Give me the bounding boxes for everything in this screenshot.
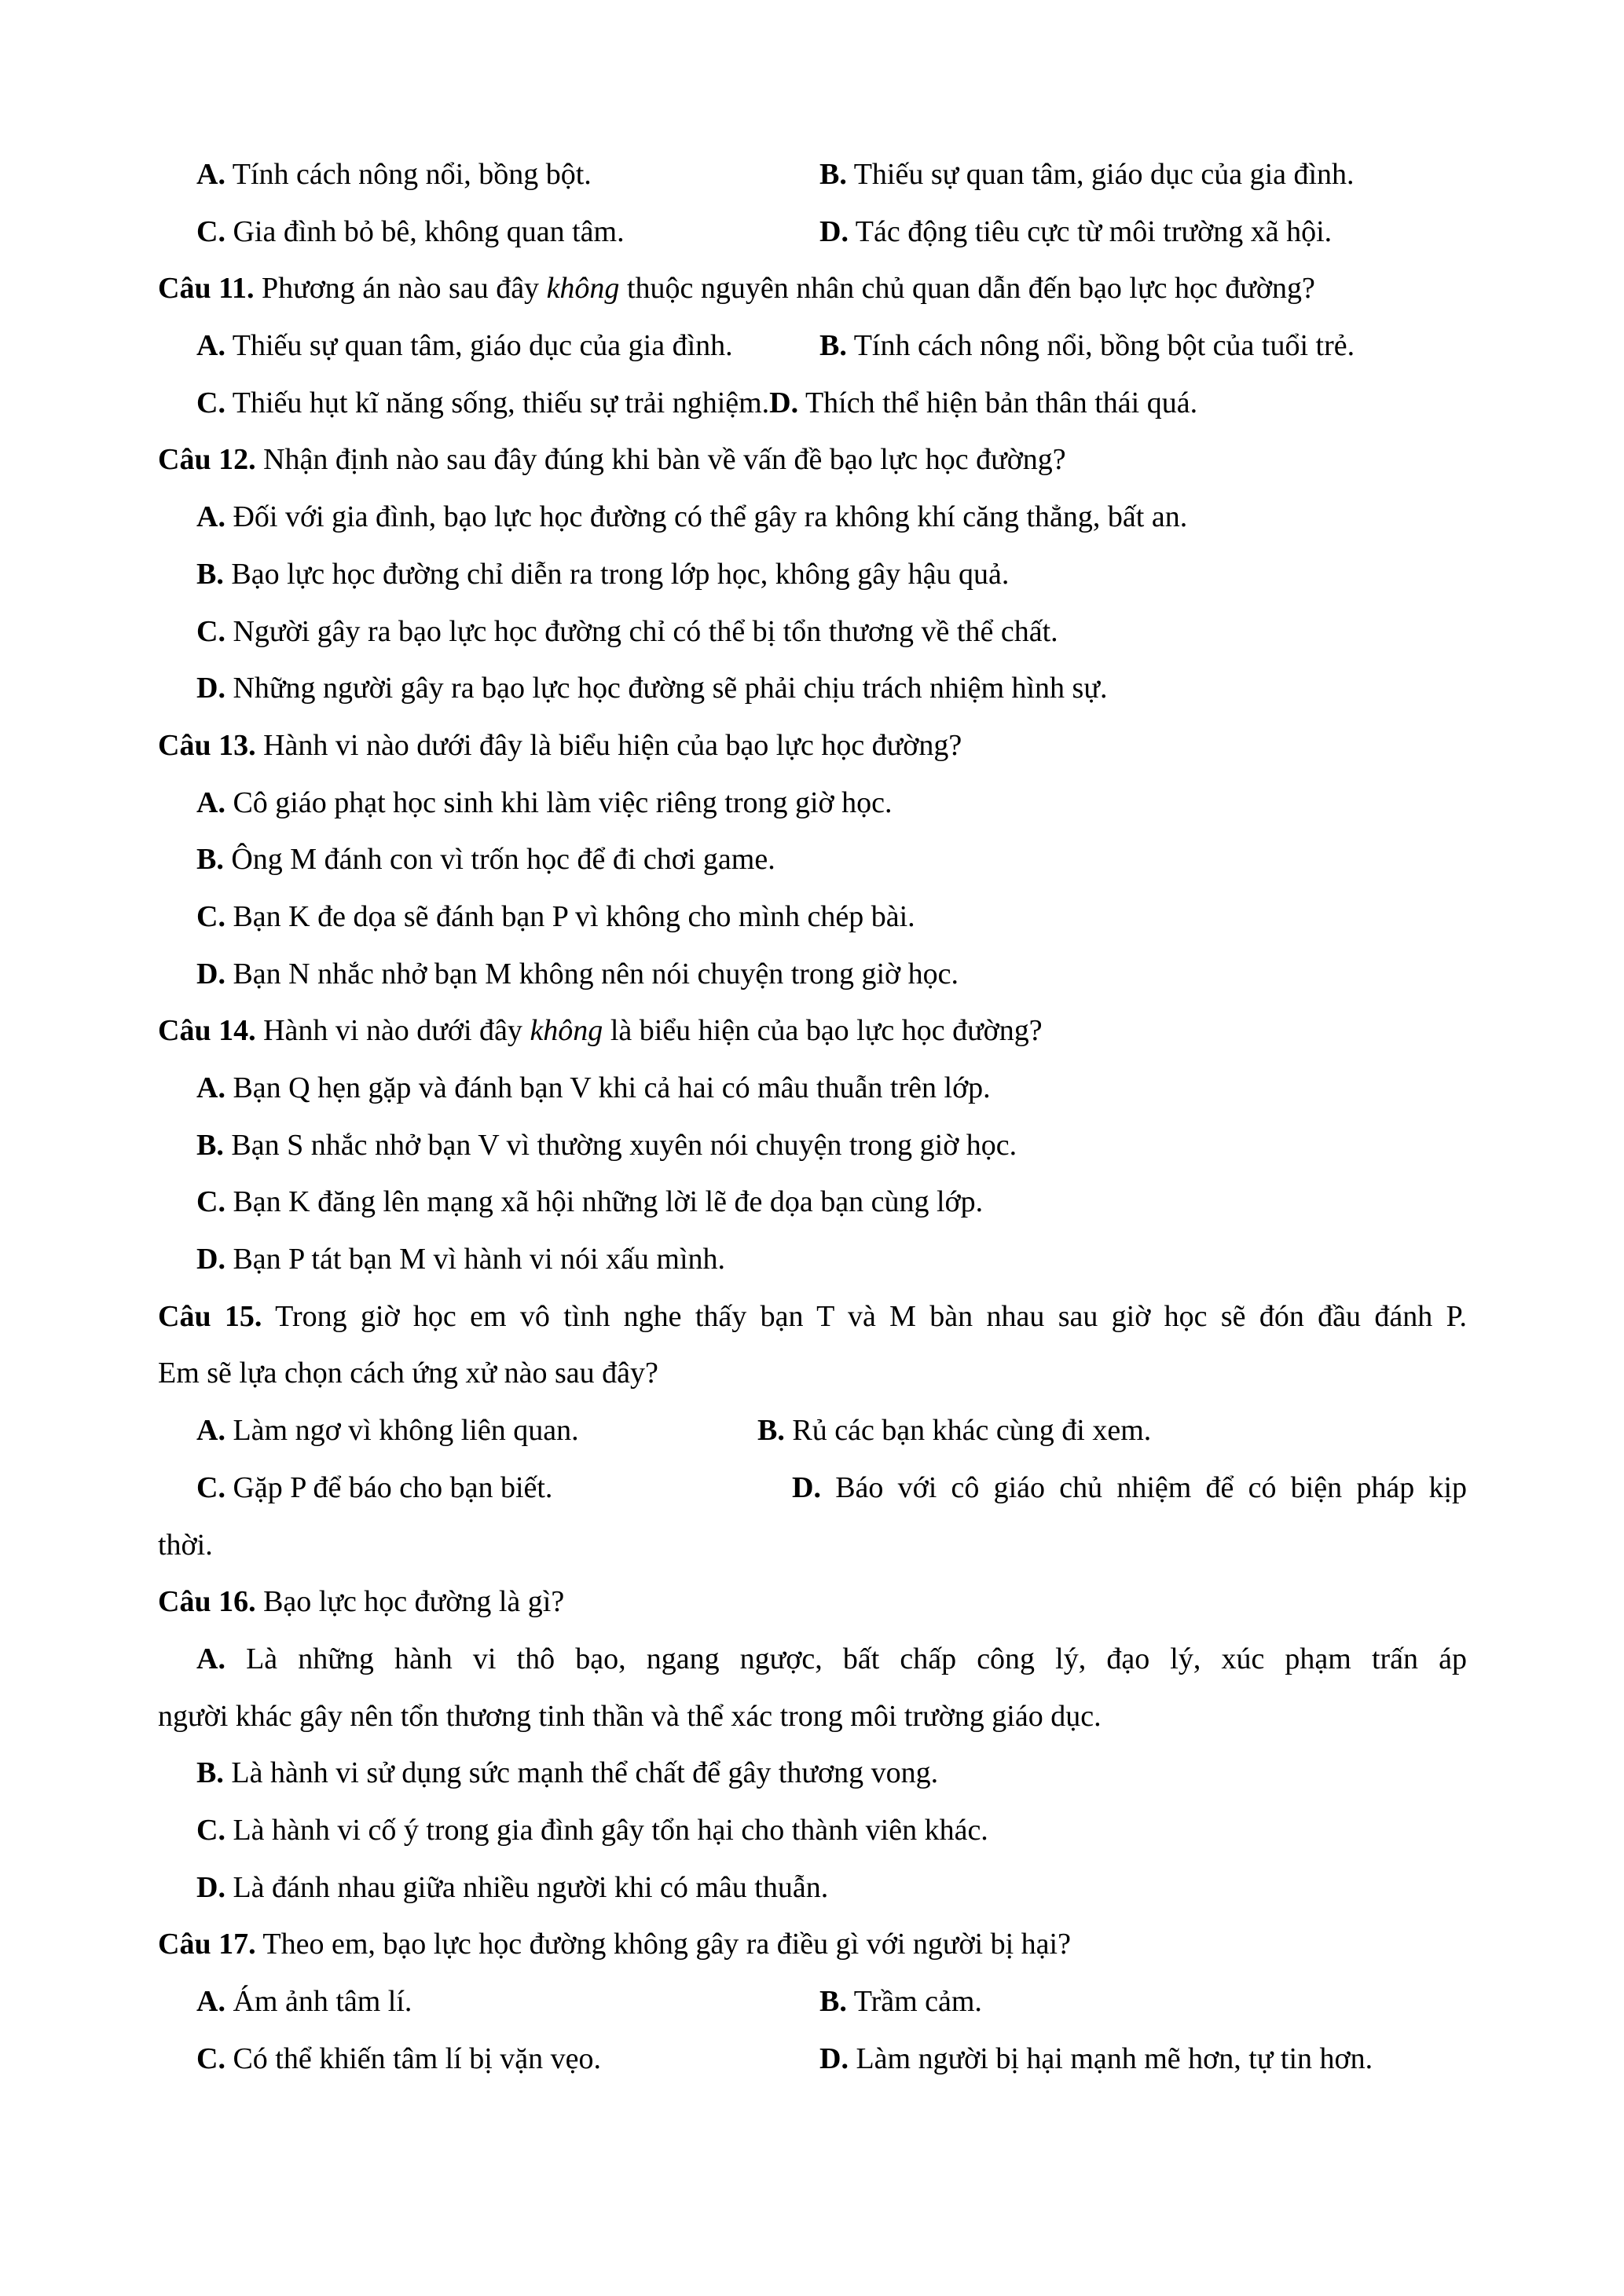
option-letter: A. — [196, 785, 225, 819]
stem-text: Theo em, bạo lực học đường không gây ra điều gì với người bị hại? — [262, 1928, 1071, 1961]
option-text: Bạn K đăng lên mạng xã hội những lời lẽ đe dọa bạn cùng lớp. — [233, 1185, 984, 1219]
option-text: Bạn N nhắc nhở bạn M không nên nói chuyện trong giờ học. — [233, 957, 959, 991]
option-text: Bạn K đe dọa sẽ đánh bạn P vì không cho mình chép bài. — [233, 899, 915, 933]
option-text: Bạn S nhắc nhở bạn V vì thường xuyên nói chuyện trong giờ học. — [231, 1128, 1017, 1162]
option-letter: B. — [819, 158, 847, 191]
option-row — [0, 1117, 1624, 1174]
option-text: Đối với gia đình, bạo lực học đường có thể gây ra không khí căng thẳng, bất an. — [233, 500, 1188, 534]
option-text: Người gây ra bạo lực học đường chỉ có thể bị tổn thương về thể chất. — [233, 614, 1058, 648]
option-text: Bạo lực học đường chỉ diễn ra trong lớp học, không gây hậu quả. — [231, 557, 1010, 591]
option-text: Những người gây ra bạo lực học đường sẽ phải chịu trách nhiệm hình sự. — [233, 672, 1108, 705]
option-text: thời. — [158, 1528, 213, 1562]
option-letter: B. — [196, 557, 224, 591]
option-row — [0, 888, 1624, 946]
option-letter: B. — [196, 1756, 224, 1790]
stem-text: Nhận định nào sau đây đúng khi bàn về vấn đề bạo lực học đường? — [263, 443, 1066, 477]
option-letter: C. — [196, 614, 225, 648]
option-text: Gặp P để báo cho bạn biết. — [233, 1470, 553, 1504]
option-row — [0, 831, 1624, 888]
option-text: Bạn P tát bạn M vì hành vi nói xấu mình. — [233, 1243, 726, 1276]
option-text: Ông M đánh con vì trốn học để đi chơi game. — [231, 843, 775, 877]
option-text: Tính cách nông nổi, bồng bột. — [232, 158, 592, 191]
question-label: Câu 13. — [158, 728, 256, 762]
option-text: Thiếu sự quan tâm, giáo dục của gia đình. — [853, 158, 1355, 191]
option-letter: C. — [196, 899, 225, 933]
question-label: Câu 11. — [158, 272, 255, 306]
document-page — [0, 146, 1624, 2087]
option-text: Thiếu hụt kĩ năng sống, thiếu sự trải nghiệm. — [232, 386, 770, 419]
question-stem — [0, 1916, 1624, 1973]
option-letter: B. — [196, 843, 224, 877]
question-label: Câu 12. — [158, 443, 256, 477]
option-text: Là hành vi cố ý trong gia đình gây tổn hại cho thành viên khác. — [233, 1813, 988, 1847]
option-cont — [0, 1517, 1624, 1574]
question-label: Câu 14. — [158, 1014, 256, 1048]
question-stem — [0, 717, 1624, 774]
option-row — [0, 1973, 1624, 2031]
option-letter: C. — [196, 386, 225, 419]
stem-emphasis: không — [530, 1014, 603, 1048]
option-letter: C. — [196, 214, 225, 248]
option-text: Làm ngơ vì không liên quan. — [233, 1414, 579, 1448]
stem-text: là biểu hiện của bạo lực học đường? — [610, 1014, 1043, 1048]
option-row — [0, 1745, 1624, 1802]
stem-emphasis: không — [546, 272, 620, 306]
option-letter: B. — [196, 1128, 224, 1162]
option-line — [196, 1631, 1467, 1688]
option-letter: C. — [196, 1813, 225, 1847]
option-text: Trầm cảm. — [853, 1985, 982, 2018]
stem-line — [158, 1288, 1467, 1346]
option-letter: D. — [196, 1243, 225, 1276]
option-text: Tác động tiêu cực từ môi trường xã hội. — [855, 214, 1333, 248]
option-letter: C. — [196, 2041, 225, 2075]
option-text: Ám ảnh tâm lí. — [233, 1985, 412, 2018]
option-row — [0, 2031, 1624, 2088]
option-letter: D. — [196, 1870, 225, 1904]
option-letter: D. — [196, 672, 225, 705]
question-stem — [0, 1002, 1624, 1060]
stem-text: Em sẽ lựa chọn cách ứng xử nào sau đây? — [158, 1357, 658, 1390]
option-letter: A. — [196, 1642, 225, 1675]
option-letter: C. — [196, 1470, 225, 1504]
question-stem — [0, 1573, 1624, 1631]
option-text: Rủ các bạn khác cùng đi xem. — [792, 1414, 1152, 1448]
option-letter: B. — [757, 1414, 785, 1448]
option-row — [0, 1459, 1624, 1517]
option-row — [0, 1231, 1624, 1288]
stem-text: Phương án nào sau đây — [261, 272, 540, 306]
option-letter: C. — [196, 1185, 225, 1219]
option-text: Thiếu sự quan tâm, giáo dục của gia đình. — [232, 329, 733, 363]
option-letter: A. — [196, 329, 225, 363]
option-row — [0, 317, 1624, 375]
option-letter: B. — [819, 329, 847, 363]
option-text: Là đánh nhau giữa nhiều người khi có mâu thuẫn. — [233, 1870, 829, 1904]
option-cont — [0, 1688, 1624, 1745]
option-text: Là hành vi sử dụng sức mạnh thể chất để gây thương vong. — [231, 1756, 939, 1790]
stem-text: Hành vi nào dưới đây là biểu hiện của bạo lực học đường? — [263, 728, 962, 762]
stem-text: Trong giờ học em vô tình nghe thấy bạn T và M bàn nhau sau giờ học sẽ đón đầu đánh P. — [275, 1299, 1468, 1333]
option-letter: D. — [769, 386, 799, 419]
option-letter: A. — [196, 158, 225, 191]
option-row — [0, 546, 1624, 603]
option-text: Thích thể hiện bản thân thái quá. — [805, 386, 1198, 419]
question-stem-cont — [0, 1345, 1624, 1402]
option-text: Cô giáo phạt học sinh khi làm việc riêng trong giờ học. — [233, 785, 893, 819]
option-letter: A. — [196, 1985, 225, 2018]
option-row — [0, 1802, 1624, 1859]
question-stem — [0, 260, 1624, 317]
option-text: Có thể khiến tâm lí bị vặn vẹo. — [233, 2041, 602, 2075]
option-text: Là những hành vi thô bạo, ngang ngược, bất chấp công lý, đạo lý, xúc phạm trấn áp — [246, 1642, 1468, 1675]
question-stem — [0, 1288, 1624, 1346]
question-stem — [0, 431, 1624, 489]
option-letter: A. — [196, 1414, 225, 1448]
stem-text: thuộc nguyên nhân chủ quan dẫn đến bạo lực học đường? — [626, 272, 1315, 306]
option-row — [0, 660, 1624, 717]
option-row — [0, 1402, 1624, 1459]
option-text: Gia đình bỏ bê, không quan tâm. — [233, 214, 625, 248]
option-row — [0, 1859, 1624, 1917]
option-row — [0, 1060, 1624, 1117]
option-row — [0, 603, 1624, 661]
option-row — [0, 774, 1624, 832]
option-letter: D. — [196, 957, 225, 991]
option-letter: D. — [819, 2041, 849, 2075]
option-row — [0, 375, 1624, 432]
option-text: Bạn Q hẹn gặp và đánh bạn V khi cả hai có mâu thuẫn trên lớp. — [233, 1071, 991, 1104]
stem-text: Bạo lực học đường là gì? — [263, 1585, 565, 1619]
option-text: Tính cách nông nổi, bồng bột của tuổi trẻ. — [853, 329, 1355, 363]
option-row — [0, 946, 1624, 1003]
option-letter: D. — [792, 1470, 821, 1504]
option-row — [0, 146, 1624, 203]
option-text: người khác gây nên tổn thương tinh thần và thể xác trong môi trường giáo dục. — [158, 1699, 1102, 1733]
option-text: Làm người bị hại mạnh mẽ hơn, tự tin hơn. — [856, 2041, 1373, 2075]
option-row — [0, 489, 1624, 546]
option-letter: A. — [196, 1071, 225, 1104]
option-letter: D. — [819, 214, 849, 248]
question-label: Câu 15. — [158, 1299, 262, 1333]
stem-text: Hành vi nào dưới đây — [263, 1014, 522, 1048]
question-label: Câu 16. — [158, 1585, 256, 1619]
question-label: Câu 17. — [158, 1928, 256, 1961]
option-row — [0, 203, 1624, 261]
option-row — [0, 1631, 1624, 1688]
option-letter: A. — [196, 500, 225, 534]
option-row — [0, 1174, 1624, 1231]
option-letter: B. — [819, 1985, 847, 2018]
option-text: Báo với cô giáo chủ nhiệm để có biện pháp kịp — [835, 1470, 1467, 1504]
